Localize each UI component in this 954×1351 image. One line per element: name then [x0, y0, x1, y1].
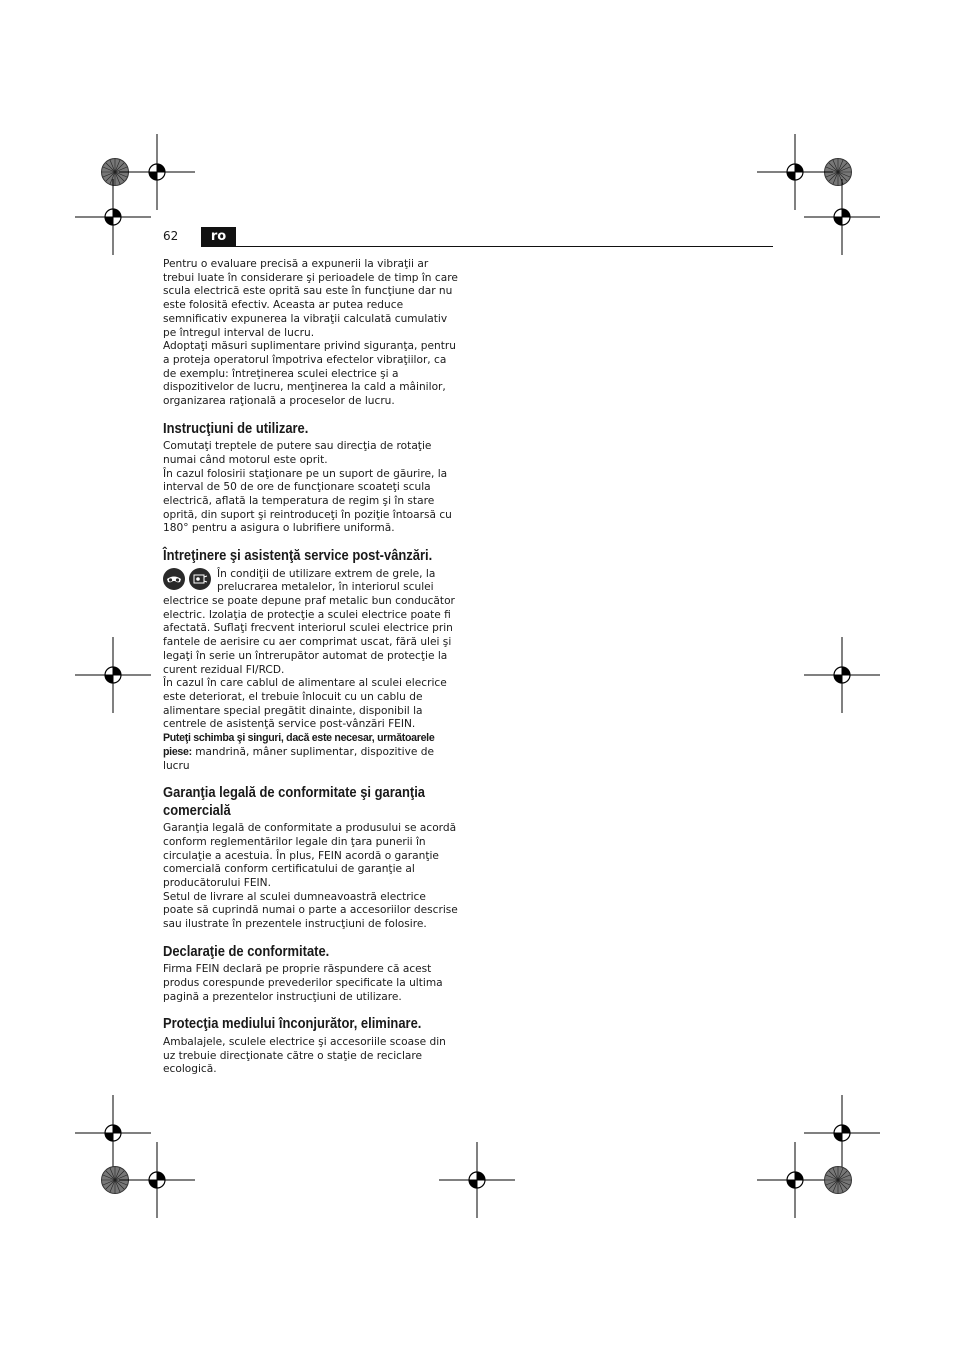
maintenance-paragraph-2: În cazul în care cablul de alimentare al sculei elecrice este deteriorat, el trebuie înlocuit cu un cablu de alimentare special pregătit dinainte, disponibil la centrele de asistenţă service post-vânzări FEIN.: [163, 677, 447, 731]
usage-paragraph-2: În cazul folosirii staţionare pe un suport de găurire, la interval de 50 de ore de funcţionare scoateţi scula electrică, aflată la temperatura de regim şi în stare oprită, din suport şi reintroduceţi în poziţie întoarsă cu 180° pentru a asigura o lubrifiere uniformă.: [163, 467, 452, 535]
usage-paragraph-1: Comutaţi treptele de putere sau direcţia de rotaţie numai când motorul este oprit.: [163, 440, 432, 466]
environment-paragraph-1: Ambalajele, sculele electrice şi accesoriile scoase din uz trebuie direcţionate către o staţie de reciclare ecologică.: [163, 1035, 446, 1076]
warranty-heading: Garanţia legală de conformitate şi garanţia comercială: [163, 785, 425, 819]
intro-paragraph-1: Pentru o evaluare precisă a expunerii la vibraţii ar trebui luate în considerare şi perioadele de timp în care scula electrică este oprită sau este în funcţiune dar nu este folosită efectiv. Aceasta ar putea reduce semnificativ expunerea la vibraţii calculată cumulativ pe întregul interval de lucru.: [163, 258, 458, 339]
spare-parts-lead: Puteţi schimba şi singuri, dacă este necesar, următoarele piese:: [163, 732, 435, 758]
maintenance-paragraph-1: [163, 568, 459, 678]
safety-goggles-icon: [163, 568, 185, 590]
header-rule: [201, 246, 773, 247]
maintenance-text-1: În condiţii de utilizare extrem de grele, la prelucrarea metalelor, în interiorul sculei electrice se poate depune praf metalic bun conducător electric. Izolaţia de protecţie a sculei electrice poate fi afectată. Suflaţi frecvent interiorul sculei electrice prin fantele de aerisire cu aer comprimat uscat, fără ulei şi legaţi în serie un întrerupător automat de protecţie la curent rezidual FI/RCD.: [163, 567, 455, 676]
maintenance-paragraph-3: [163, 732, 459, 773]
conformity-heading: Declaraţie de conformitate.: [163, 943, 330, 960]
main-column: [163, 258, 459, 1077]
warranty-paragraph-1: Garanţia legală de conformitate a produsului se acordă conform reglementărilor legale din ţara punerii în circulaţie a acestuia. În plus, FEIN acordă o garanţie comercială conform certificatului de garanţie al producătorului FEIN.: [163, 822, 457, 890]
warranty-paragraph-2: Setul de livrare al sculei dumneavoastră electrice poate să cuprindă numai o parte a accesoriilor descrise sau ilustrate în prezentele instrucţiuni de folosire.: [163, 890, 458, 931]
page-number: 62: [163, 229, 179, 243]
language-tab: ro: [201, 227, 236, 246]
read-manual-icon: [189, 568, 211, 590]
page-header: [163, 226, 773, 248]
safety-icons: [163, 568, 215, 592]
maintenance-heading: Întreţinere şi asistenţă service post-vânzări.: [163, 548, 433, 565]
environment-heading: Protecţia mediului înconjurător, eliminare.: [163, 1016, 422, 1033]
intro-paragraph-2: Adoptaţi măsuri suplimentare privind siguranţa, pentru a proteja operatorul împotriva efectelor vibraţiilor, ca de exemplu: întreţinerea sculei electrice şi a dispozitivelor de lucru, menţinerea la cald a mâinilor, organizarea raţională a proceselor de lucru.: [163, 340, 456, 408]
conformity-paragraph-1: Firma FEIN declară pe proprie răspundere că acest produs corespunde prevederilor specificate la ultima pagină a prezentelor instrucţiuni de utilizare.: [163, 963, 443, 1003]
usage-heading: Instrucţiuni de utilizare.: [163, 420, 309, 437]
spare-parts-list: mandrină, mâner suplimentar, dispozitive de lucru: [163, 745, 434, 772]
